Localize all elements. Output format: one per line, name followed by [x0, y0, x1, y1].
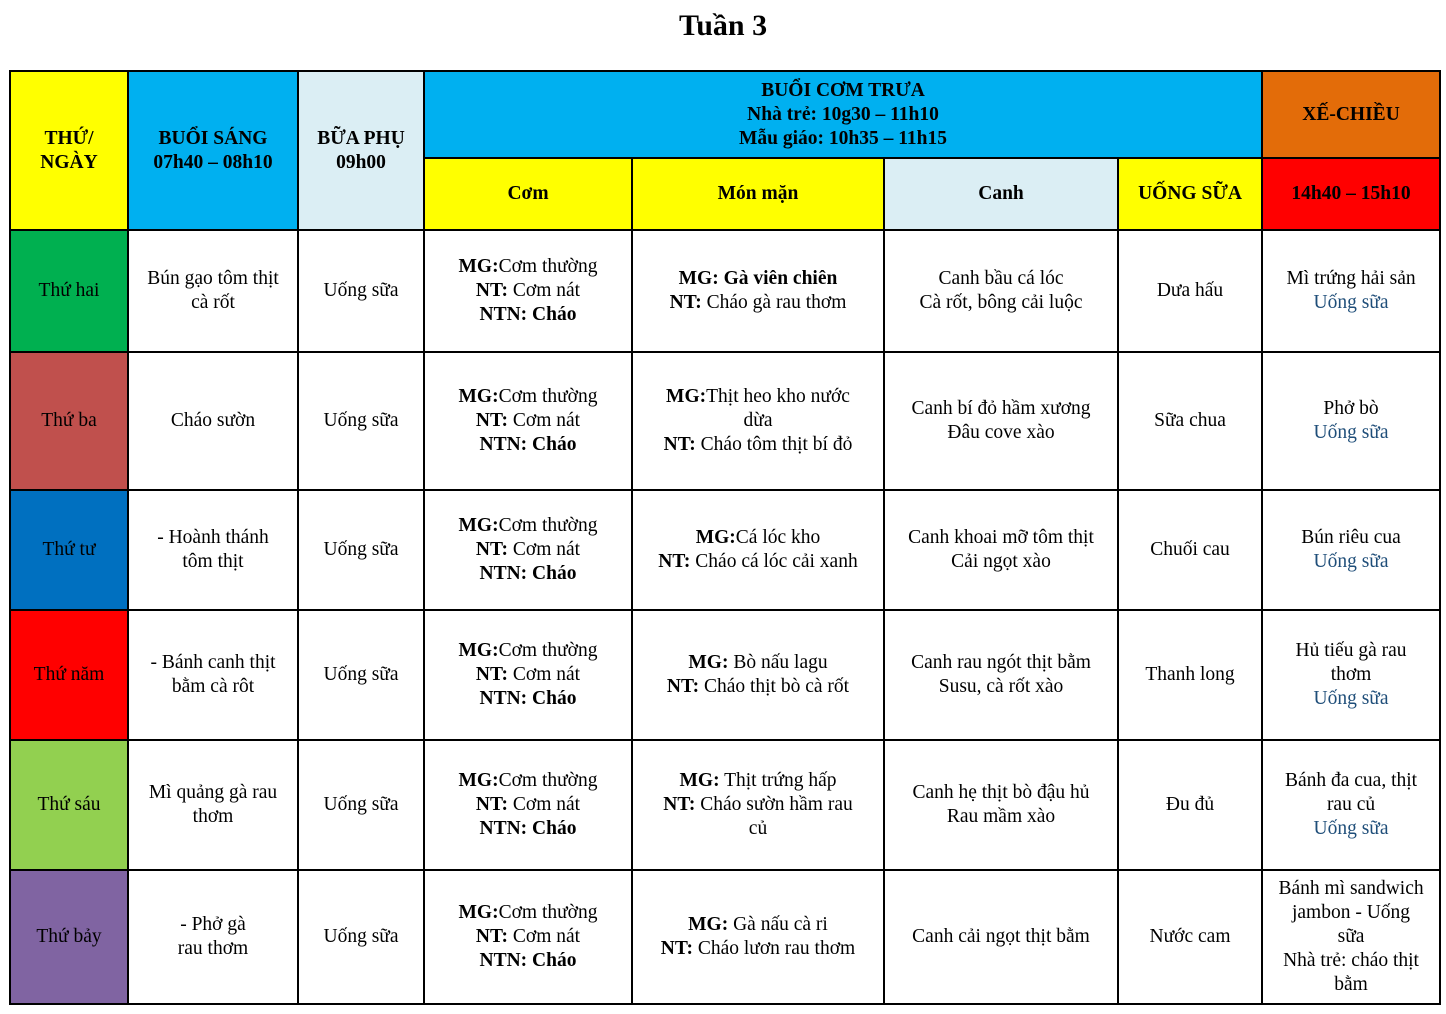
main-dish-label: MG: Gà viên chiên	[678, 268, 838, 289]
morning-line: - Phở gà	[180, 914, 246, 935]
menu-table	[9, 70, 1441, 1005]
afternoon-line: Nhà trẻ: cháo thịt	[1283, 950, 1419, 971]
soup-line: Canh cải ngọt thịt bằm	[912, 926, 1090, 947]
snack-cell: Uống sữa	[298, 490, 424, 610]
header-main-dish: Món mặn	[632, 158, 884, 230]
main-dish-text: dừa	[743, 410, 773, 431]
snack-cell: Uống sữa	[298, 230, 424, 352]
rice-nt-text: Cơm nát	[508, 794, 581, 815]
main-dish-label: NT:	[663, 434, 696, 455]
rice-ntn-line: NTN: Cháo	[479, 688, 577, 709]
rice-nt-label: NT:	[475, 794, 509, 815]
morning-cell	[128, 740, 298, 870]
afternoon-line: bằm	[1334, 974, 1368, 995]
morning-line: Mì quảng gà rau	[148, 782, 278, 803]
afternoon-milk-line: Uống sữa	[1313, 422, 1389, 443]
morning-cell	[128, 610, 298, 740]
milk-cell: Dưa hấu	[1118, 230, 1262, 352]
afternoon-milk-line: Uống sữa	[1313, 292, 1389, 313]
morning-cell	[128, 352, 298, 490]
main-dish-cell	[632, 870, 884, 1004]
main-dish-line	[637, 793, 879, 817]
main-dish-cell	[632, 490, 884, 610]
main-dish-line	[637, 937, 879, 961]
soup-line: Canh hẹ thịt bò đậu hủ	[912, 782, 1090, 803]
rice-nt-label: NT:	[475, 410, 509, 431]
main-dish-cell	[632, 352, 884, 490]
table-row	[10, 870, 1440, 1004]
morning-cell	[128, 490, 298, 610]
main-dish-cell	[632, 740, 884, 870]
rice-nt-line	[429, 409, 627, 433]
header-lunch-nursery: Nhà trẻ: 10g30 – 11h10	[747, 103, 939, 125]
rice-mg-label: MG:	[458, 386, 499, 407]
main-dish-label: MG:	[679, 770, 720, 791]
morning-line: - Hoành thánh	[157, 527, 269, 548]
main-dish-text: Bò nấu lagu	[728, 652, 828, 673]
morning-line: thơm	[192, 806, 234, 827]
afternoon-line: Bánh mì sandwich	[1278, 878, 1424, 899]
rice-mg-text: Cơm thường	[498, 515, 598, 536]
snack-cell: Uống sữa	[298, 870, 424, 1004]
soup-line: Cải ngọt xào	[951, 551, 1051, 572]
soup-line: Canh bầu cá lóc	[938, 268, 1064, 289]
main-dish-cell	[632, 610, 884, 740]
soup-cell	[884, 610, 1118, 740]
afternoon-line: rau củ	[1326, 794, 1376, 815]
main-dish-text: Thịt trứng hấp	[719, 770, 837, 791]
main-dish-line	[637, 385, 879, 409]
rice-mg-label: MG:	[458, 770, 499, 791]
afternoon-cell	[1262, 610, 1440, 740]
header-rice: Cơm	[424, 158, 632, 230]
afternoon-cell	[1262, 230, 1440, 352]
table-row	[10, 352, 1440, 490]
main-dish-text: Cháo gà rau thơm	[701, 292, 847, 313]
main-dish-label: MG:	[695, 527, 736, 548]
milk-cell: Đu đủ	[1118, 740, 1262, 870]
rice-mg-line	[429, 385, 627, 409]
afternoon-line: jambon - Uống	[1291, 902, 1411, 923]
soup-line: Đâu cove xào	[947, 422, 1055, 443]
afternoon-cell	[1262, 490, 1440, 610]
afternoon-line: Hủ tiếu gà rau	[1295, 640, 1407, 661]
table-row	[10, 230, 1440, 352]
header-morning	[128, 71, 298, 230]
morning-line: tôm thịt	[182, 551, 244, 572]
rice-ntn-line: NTN: Cháo	[479, 304, 577, 325]
rice-mg-text: Cơm thường	[498, 256, 598, 277]
soup-cell	[884, 352, 1118, 490]
header-snack-time: 09h00	[336, 151, 386, 173]
soup-line: Canh khoai mỡ tôm thịt	[908, 527, 1094, 548]
main-dish-label: NT:	[660, 938, 693, 959]
day-cell: Thứ sáu	[10, 740, 128, 870]
main-dish-line	[637, 550, 879, 574]
rice-mg-line	[429, 639, 627, 663]
table-row	[10, 610, 1440, 740]
table-row	[10, 490, 1440, 610]
snack-cell: Uống sữa	[298, 352, 424, 490]
milk-cell: Thanh long	[1118, 610, 1262, 740]
afternoon-line: Bún riêu cua	[1301, 527, 1401, 548]
rice-nt-text: Cơm nát	[508, 926, 581, 947]
rice-nt-line	[429, 538, 627, 562]
main-dish-line	[637, 291, 879, 315]
rice-ntn-line: NTN: Cháo	[479, 818, 577, 839]
snack-cell: Uống sữa	[298, 740, 424, 870]
soup-line: Susu, cà rốt xào	[938, 676, 1064, 697]
rice-nt-line	[429, 279, 627, 303]
afternoon-milk-line: Uống sữa	[1313, 818, 1389, 839]
rice-nt-text: Cơm nát	[508, 664, 581, 685]
header-snack	[298, 71, 424, 230]
header-lunch-label: BUỔI CƠM TRƯA	[761, 79, 925, 101]
morning-line: - Bánh canh thịt	[150, 652, 276, 673]
soup-line: Canh bí đỏ hầm xương	[911, 398, 1091, 419]
rice-ntn-line: NTN: Cháo	[479, 950, 577, 971]
header-snack-label: BỮA PHỤ	[317, 127, 405, 149]
main-dish-text: Cháo tôm thịt bí đỏ	[695, 434, 853, 455]
soup-cell	[884, 870, 1118, 1004]
day-cell: Thứ bảy	[10, 870, 128, 1004]
rice-nt-text: Cơm nát	[508, 539, 581, 560]
soup-line: Rau mầm xào	[946, 806, 1056, 827]
main-dish-text: Cháo lươn rau thơm	[692, 938, 856, 959]
rice-cell	[424, 870, 632, 1004]
afternoon-line: Mì trứng hải sản	[1286, 268, 1416, 289]
morning-line: bằm cà rôt	[171, 676, 255, 697]
main-dish-label: MG:	[666, 386, 707, 407]
milk-cell: Chuối cau	[1118, 490, 1262, 610]
afternoon-line: sữa	[1337, 926, 1365, 947]
rice-nt-text: Cơm nát	[508, 410, 581, 431]
snack-cell: Uống sữa	[298, 610, 424, 740]
main-dish-cell	[632, 230, 884, 352]
soup-cell	[884, 490, 1118, 610]
main-dish-text: Thịt heo kho nước	[706, 386, 850, 407]
header-lunch-kinder: Mẫu giáo: 10h35 – 11h15	[739, 127, 948, 149]
rice-ntn-line: NTN: Cháo	[479, 434, 577, 455]
rice-cell	[424, 490, 632, 610]
header-drink-milk: UỐNG SỮA	[1118, 158, 1262, 230]
rice-mg-line	[429, 255, 627, 279]
main-dish-line	[637, 409, 879, 433]
afternoon-milk-line: Uống sữa	[1313, 551, 1389, 572]
morning-line: Cháo sườn	[170, 410, 256, 431]
rice-ntn-line: NTN: Cháo	[479, 563, 577, 584]
morning-line: cà rốt	[191, 292, 235, 313]
main-dish-text: Cháo thịt bò cà rốt	[699, 676, 850, 697]
afternoon-line: Bánh đa cua, thịt	[1284, 770, 1418, 791]
afternoon-cell	[1262, 740, 1440, 870]
main-dish-label: NT:	[669, 292, 702, 313]
rice-mg-line	[429, 514, 627, 538]
table-row	[10, 740, 1440, 870]
header-day: THỨ/ NGÀY	[10, 71, 128, 230]
rice-cell	[424, 740, 632, 870]
rice-nt-label: NT:	[475, 280, 509, 301]
main-dish-label: MG:	[688, 914, 729, 935]
morning-cell	[128, 230, 298, 352]
main-dish-label: MG:	[688, 652, 729, 673]
header-afternoon: XẾ-CHIỀU	[1262, 71, 1440, 158]
day-cell: Thứ tư	[10, 490, 128, 610]
rice-nt-label: NT:	[475, 539, 509, 560]
rice-cell	[424, 352, 632, 490]
header-soup: Canh	[884, 158, 1118, 230]
rice-mg-text: Cơm thường	[498, 770, 598, 791]
main-dish-line	[637, 769, 879, 793]
afternoon-cell	[1262, 352, 1440, 490]
afternoon-cell	[1262, 870, 1440, 1004]
main-dish-line	[637, 433, 879, 457]
rice-nt-label: NT:	[475, 664, 509, 685]
rice-mg-label: MG:	[458, 256, 499, 277]
main-dish-line	[637, 913, 879, 937]
soup-line: Canh rau ngót thịt bằm	[911, 652, 1091, 673]
soup-cell	[884, 740, 1118, 870]
rice-mg-text: Cơm thường	[498, 640, 598, 661]
milk-cell: Nước cam	[1118, 870, 1262, 1004]
main-dish-line	[637, 526, 879, 550]
afternoon-line: thơm	[1330, 664, 1372, 685]
rice-mg-text: Cơm thường	[498, 386, 598, 407]
morning-cell	[128, 870, 298, 1004]
milk-cell: Sữa chua	[1118, 352, 1262, 490]
day-cell: Thứ hai	[10, 230, 128, 352]
rice-mg-text: Cơm thường	[498, 902, 598, 923]
rice-mg-line	[429, 901, 627, 925]
day-cell: Thứ ba	[10, 352, 128, 490]
rice-nt-line	[429, 793, 627, 817]
main-dish-text: Cháo sườn hầm rau	[695, 794, 853, 815]
rice-nt-label: NT:	[475, 926, 509, 947]
main-dish-label: NT:	[666, 676, 700, 697]
rice-mg-label: MG:	[458, 640, 499, 661]
soup-line: Cà rốt, bông cải luộc	[919, 292, 1083, 313]
afternoon-milk-line: Uống sữa	[1313, 688, 1389, 709]
main-dish-line	[637, 267, 879, 291]
day-cell: Thứ năm	[10, 610, 128, 740]
morning-line: rau thơm	[177, 938, 249, 959]
main-dish-label: NT:	[658, 551, 691, 572]
header-lunch	[424, 71, 1262, 158]
page-title: Tuần 3	[678, 9, 768, 42]
rice-mg-line	[429, 769, 627, 793]
main-dish-text: Cháo cá lóc cải xanh	[690, 551, 858, 572]
rice-mg-label: MG:	[458, 902, 499, 923]
rice-cell	[424, 610, 632, 740]
main-dish-line	[637, 817, 879, 841]
main-dish-line	[637, 675, 879, 699]
header-afternoon-time: 14h40 – 15h10	[1262, 158, 1440, 230]
header-morning-time: 07h40 – 08h10	[153, 151, 273, 173]
main-dish-line	[637, 651, 879, 675]
main-dish-text: Gà nấu cà ri	[728, 914, 828, 935]
header-morning-label: BUỔI SÁNG	[158, 127, 268, 149]
rice-nt-line	[429, 925, 627, 949]
rice-cell	[424, 230, 632, 352]
rice-nt-text: Cơm nát	[508, 280, 581, 301]
rice-nt-line	[429, 663, 627, 687]
main-dish-text: củ	[748, 818, 768, 839]
main-dish-text: Cá lóc kho	[735, 527, 821, 548]
rice-mg-label: MG:	[458, 515, 499, 536]
main-dish-label: NT:	[663, 794, 696, 815]
soup-cell	[884, 230, 1118, 352]
afternoon-line: Phở bò	[1323, 398, 1379, 419]
morning-line: Bún gạo tôm thịt	[147, 268, 279, 289]
